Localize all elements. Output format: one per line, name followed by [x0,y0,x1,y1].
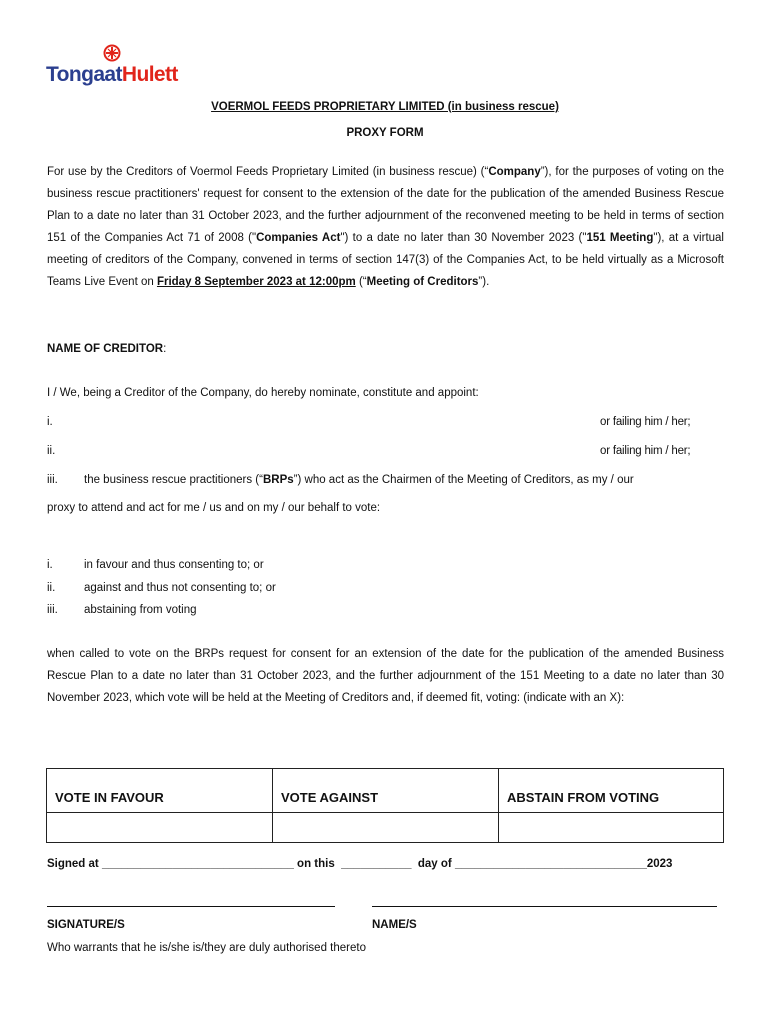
name-line[interactable] [372,906,717,907]
signature-label: SIGNATURE/S [47,919,125,931]
appointee-1-or-failing: or failing him / her; [600,416,691,428]
warrants-statement: Who warrants that he is/she is/they are duly authorised thereto [47,942,366,954]
appointee-1-number: i. [47,416,53,428]
vote-option-2-text: against and thus not consenting to; or [84,582,276,594]
vote-against-cell[interactable] [273,813,499,843]
vote-table [46,768,724,843]
name-label: NAME/S [372,919,417,931]
vote-option-2-number: ii. [47,582,56,594]
brp-item-text: the business rescue practitioners (“BRPs”) who act as the Chairmen of the Meeting of Creditors, as my / our [84,474,634,486]
vote-option-3-text: abstaining from voting [84,604,197,616]
logo-wordmark: TongaatHulett [46,63,178,86]
intro-paragraph: For use by the Creditors of Voermol Feeds Proprietary Limited (in business rescue) (“Company”), for the purposes of voting on the business rescue practitioners' request for consent to the extension of the date for the publication of the amended Business Rescue Plan to a date no later than 31 October 2023, and the further adjournment of the reconvened meeting to be held in terms of section 151 of the Companies Act 71 of 2008 ("Companies Act") to a date no later than 30 November 2023 ("151 Meeting"), at a virtual meeting of creditors of the Company, convened in terms of section 147(3) of the Companies Act, to be held virtually as a Microsoft Teams Live Event on Friday 8 September 2023 at 12:00pm (“Meeting of Creditors”). [47,166,724,288]
document-title: VOERMOL FEEDS PROPRIETARY LIMITED (in business rescue) [211,101,559,113]
signed-at-line: Signed at ______________________________ on this ___________ day of ______________________________2023 [47,858,673,870]
logo-emblem-icon [102,44,122,64]
vote-option-3-number: iii. [47,604,58,616]
proxy-statement: proxy to attend and act for me / us and on my / our behalf to vote: [47,502,381,514]
vote-against-header: VOTE AGAINST [273,769,499,813]
form-subtitle: PROXY FORM [346,127,424,139]
month-blank[interactable]: ______________________________ [454,858,647,870]
abstain-header: ABSTAIN FROM VOTING [499,769,724,813]
name-of-creditor-label: NAME OF CREDITOR: [47,343,167,355]
signature-line[interactable] [47,906,335,907]
vote-instruction-paragraph: when called to vote on the BRPs request for consent for an extension of the date for the publication of the amended Business Rescue Plan to a date no later than 31 October 2023, and the further adjournment of the 151 Meeting to a date no later than 30 November 2023, which vote will be held at the Meeting of Creditors and, if deemed fit, voting: (indicate with an X): [47,648,724,704]
vote-in-favour-header: VOTE IN FAVOUR [47,769,273,813]
vote-table-mark-row [47,813,724,843]
vote-in-favour-cell[interactable] [47,813,273,843]
vote-option-1-text: in favour and thus consenting to; or [84,559,264,571]
vote-table-header-row [47,769,724,813]
appoint-statement: I / We, being a Creditor of the Company, do hereby nominate, constitute and appoint: [47,387,479,399]
vote-option-1-number: i. [47,559,53,571]
day-blank[interactable]: ___________ [341,858,412,870]
company-logo [46,44,196,90]
signed-at-blank[interactable]: ______________________________ [101,858,294,870]
appointee-2-number: ii. [47,445,56,457]
appointee-2-or-failing: or failing him / her; [600,445,691,457]
brp-item-number: iii. [47,474,58,486]
abstain-cell[interactable] [499,813,724,843]
